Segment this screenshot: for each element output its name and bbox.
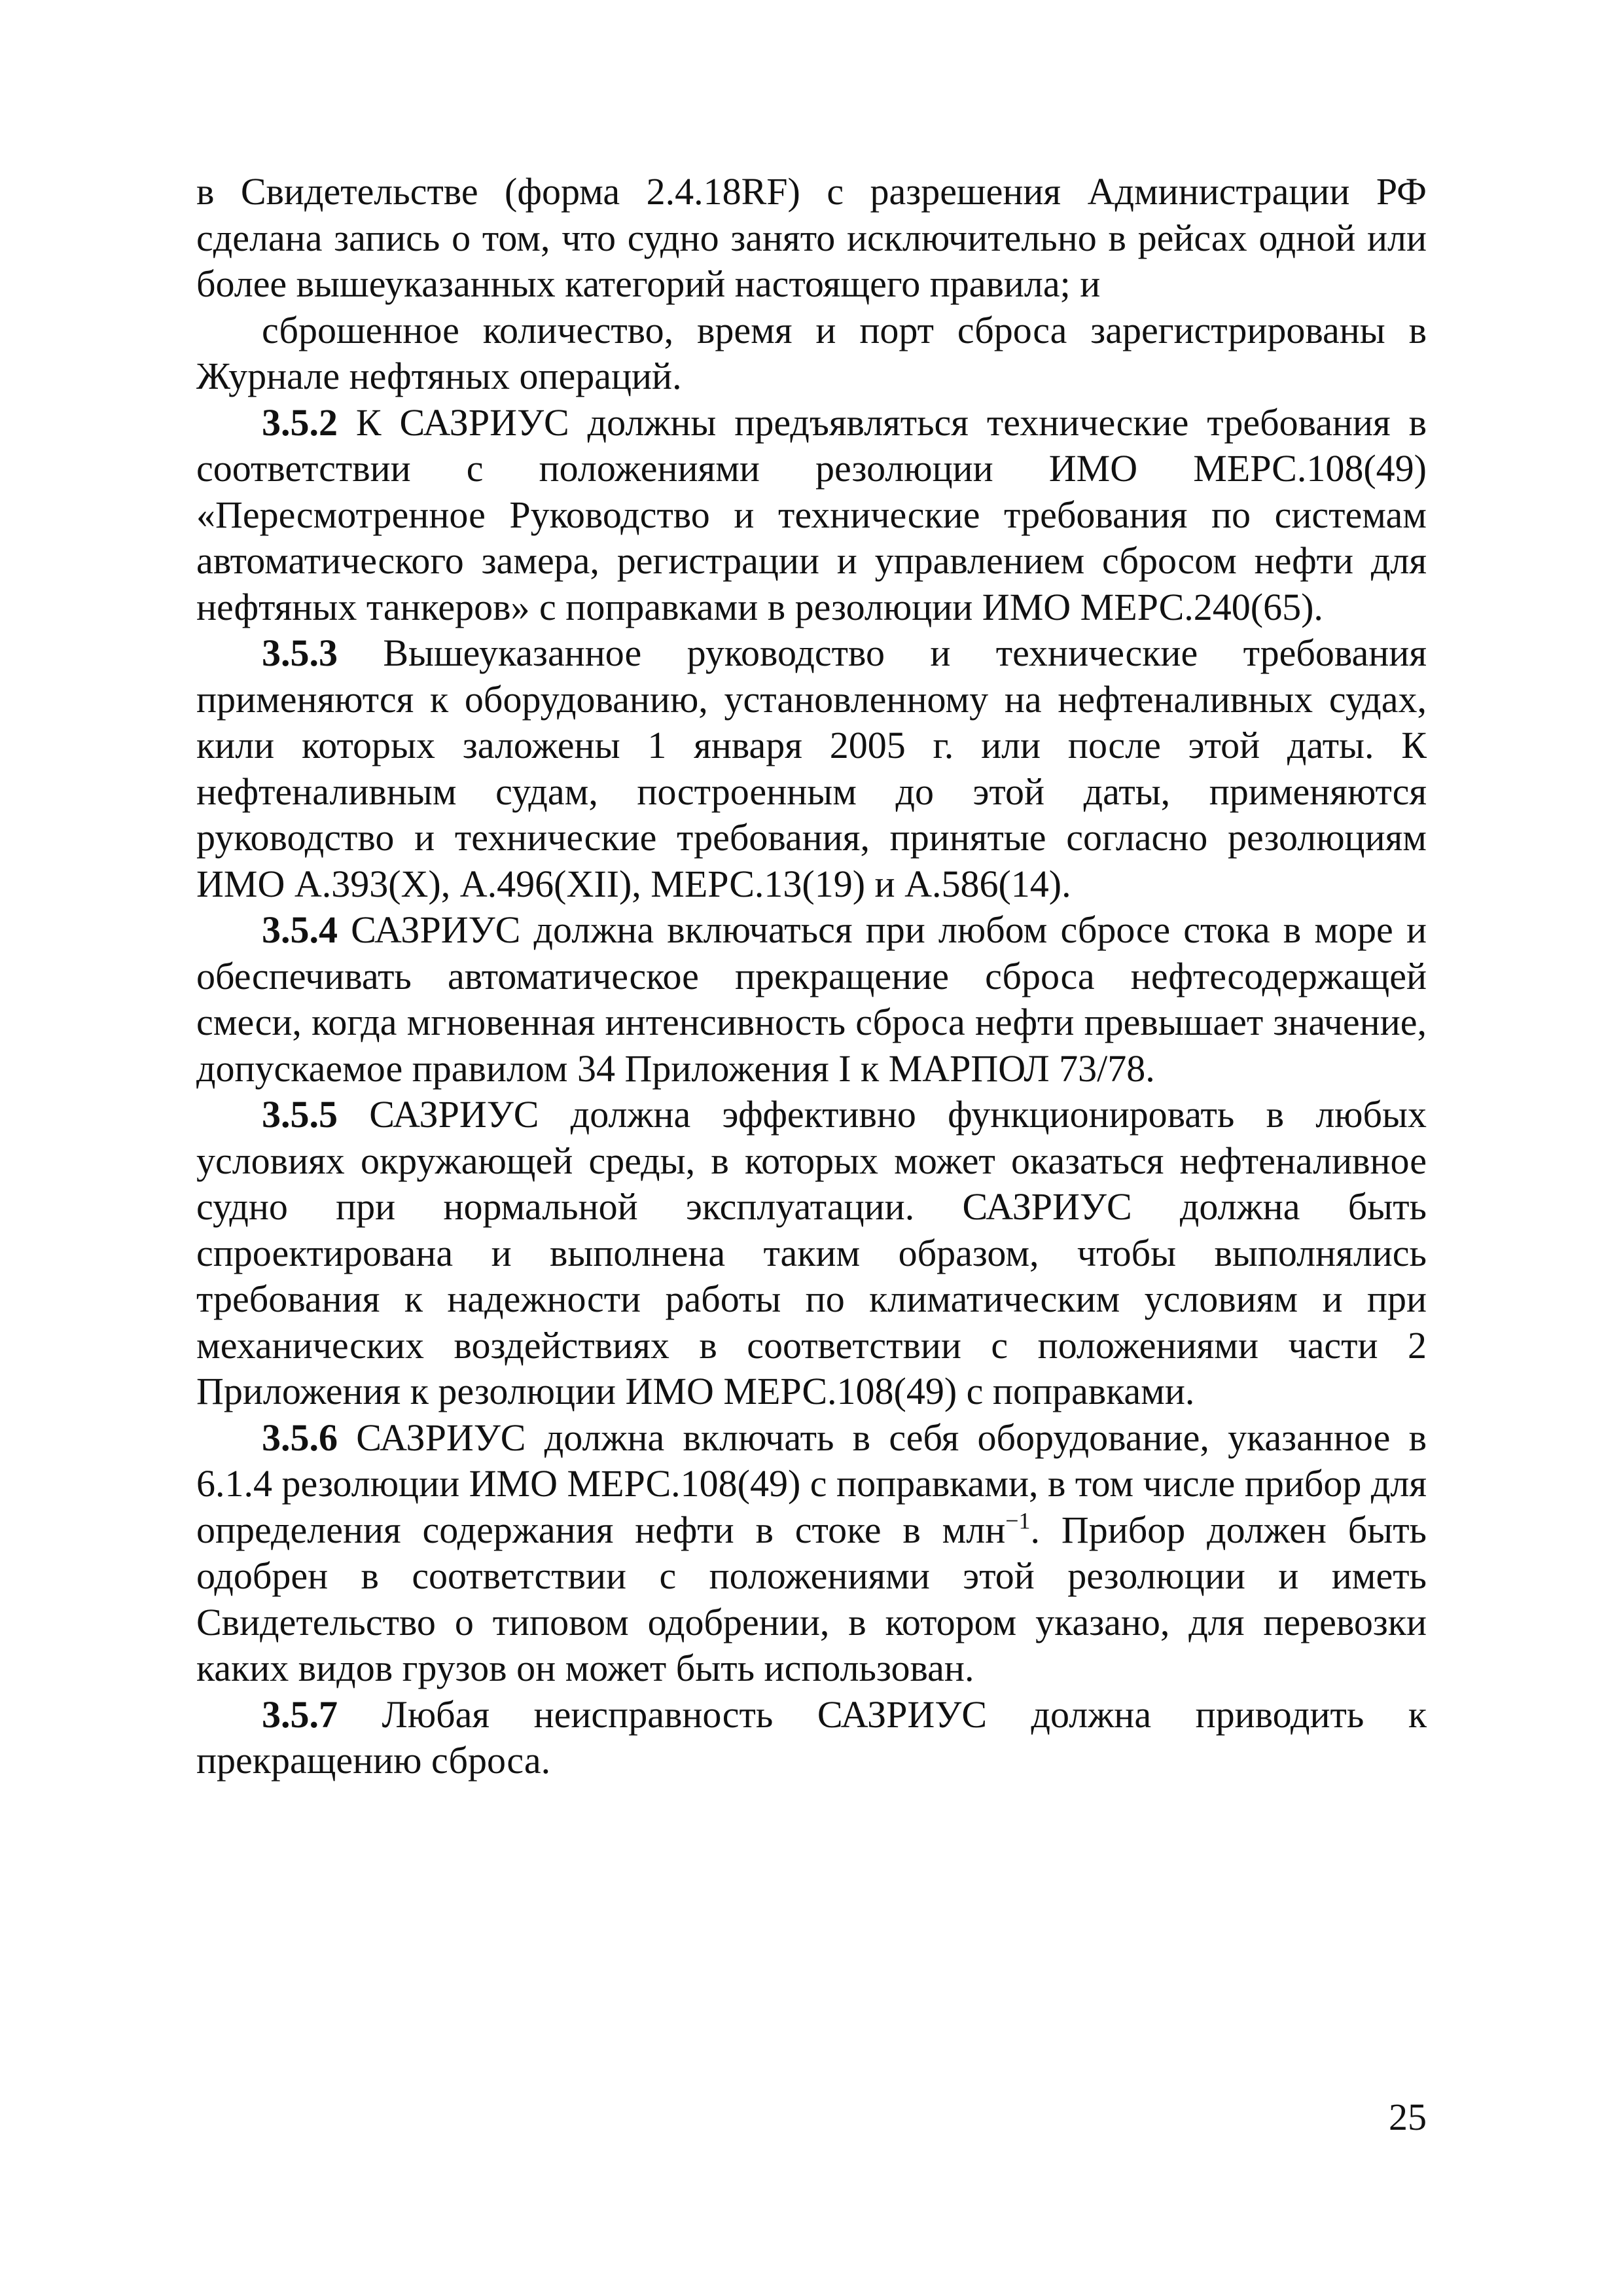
clause-text: САЗРИУС должна включать в себя оборудование, указанное в 6.1.4 резолюции ИМО МЕРС.108(49) с поправками, в том числе прибор для определения содержания нефти в стоке в млн — [196, 1416, 1427, 1551]
clause-number: 3.5.3 — [262, 632, 338, 674]
clause-3-5-3 — [196, 630, 1427, 907]
clause-3-5-7 — [196, 1692, 1427, 1784]
clause-text-continued: . Прибор должен быть одобрен в соответствии с положениями этой резолюции и иметь Свидетельство о типовом одобрении, в котором указано, для перевозки каких видов грузов он может быть использован. — [196, 1508, 1427, 1689]
clause-text: К САЗРИУС должны предъявляться технические требования в соответствии с положениями резолюции ИМО МЕРС.108(49) «Пересмотренное Руководство и технические требования по системам автоматического замера, регистрации и управлением сбросом нефти для нефтяных танкеров» с поправками в резолюции ИМО МЕРС.240(65). — [196, 401, 1427, 628]
paragraph-text: в Свидетельстве (форма 2.4.18RF) с разрешения Администрации РФ сделана запись о том, что судно занято исключительно в рейсах одной или более вышеуказанных категорий настоящего правила; и — [196, 170, 1427, 305]
clause-text: САЗРИУС должна эффективно функционировать в любых условиях окружающей среды, в которых может оказаться нефтеналивное судно при нормальной эксплуатации. САЗРИУС должна быть спроектирована и выполнена таким образом, чтобы выполнялись требования к надежности работы по климатическим условиям и при механических воздействиях в соответствии с положениями части 2 Приложения к резолюции ИМО МЕРС.108(49) с поправками. — [196, 1093, 1427, 1412]
clause-text: Вышеуказанное руководство и технические требования применяются к оборудованию, установленному на нефтеналивных судах, кили которых заложены 1 января 2005 г. или после этой даты. К нефтеналивным судам, построенным до этой даты, применяются руководство и технические требования, принятые согласно резолюциям ИМО А.393(X), А.496(XII), МЕРС.13(19) и А.586(14). — [196, 632, 1427, 905]
clause-number: 3.5.5 — [262, 1093, 338, 1136]
superscript-exponent: −1 — [1005, 1507, 1031, 1534]
page-number: 25 — [1389, 2096, 1427, 2138]
clause-3-5-5 — [196, 1092, 1427, 1415]
clause-number: 3.5.7 — [262, 1693, 338, 1736]
clause-number: 3.5.2 — [262, 401, 338, 444]
paragraph-discharge-record — [196, 308, 1427, 400]
clause-text: Любая неисправность САЗРИУС должна приводить к прекращению сброса. — [196, 1693, 1427, 1782]
page-body — [196, 169, 1427, 1784]
clause-text: САЗРИУС должна включаться при любом сбросе стока в море и обеспечивать автоматическое прекращение сброса нефтесодержащей смеси, когда мгновенная интенсивность сброса нефти превышает значение, допускаемое правилом 34 Приложения I к МАРПОЛ 73/78. — [196, 908, 1427, 1090]
clause-3-5-4 — [196, 907, 1427, 1092]
clause-number: 3.5.4 — [262, 908, 338, 951]
clause-3-5-2 — [196, 400, 1427, 631]
clause-number: 3.5.6 — [262, 1416, 338, 1459]
clause-3-5-6 — [196, 1415, 1427, 1692]
paragraph-continuation-certificate — [196, 169, 1427, 308]
paragraph-text: сброшенное количество, время и порт сброса зарегистрированы в Журнале нефтяных операций. — [196, 308, 1427, 397]
